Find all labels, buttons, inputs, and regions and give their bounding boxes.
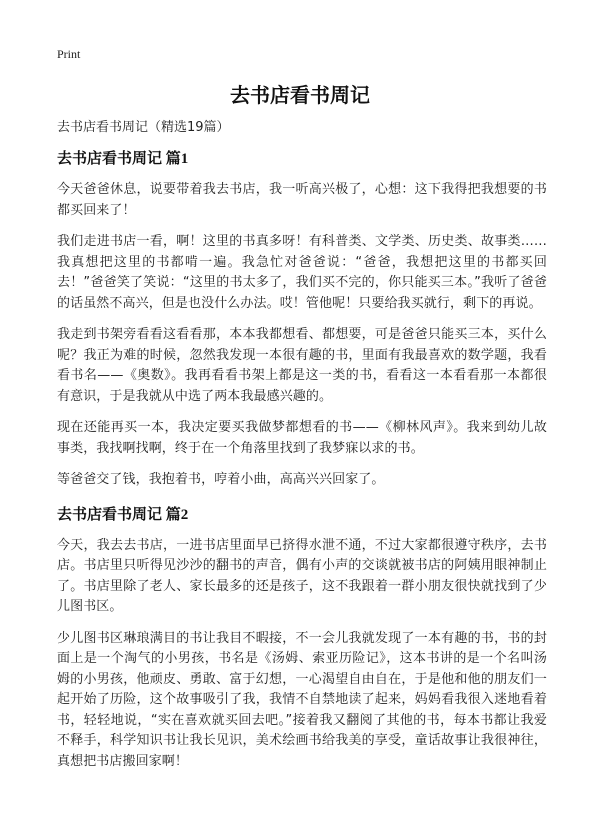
document-subtitle: 去书店看书周记（精选19篇）: [57, 120, 230, 135]
paragraph: 今天，我去去书店，一进书店里面早已挤得水泄不通，不过大家都很遵守秩序，去书店。书店里只听得见沙沙的翻书的声音，偶有小声的交谈就被书店的阿姨用眼神制止了。书店里除了老人、家长最多的还是孩子，这不我跟着一群小朋友很快就找到了少儿图书区。: [57, 537, 547, 614]
paragraph: 等爸爸交了钱，我抱着书，哼着小曲，高高兴兴回家了。: [57, 472, 385, 487]
document-body: [57, 118, 547, 772]
section-heading-2: 去书店看书周记 篇2: [57, 506, 189, 523]
paragraph: 今天爸爸休息，说要带着我去书店，我一听高兴极了，心想：这下我得把我想要的书都买回来了！: [57, 182, 547, 218]
paragraph: 我们走进书店一看，啊！这里的书真多呀！有科普类、文学类、历史类、故事类……我真想把这里的书都啃一遍。我急忙对爸爸说：“爸爸，我想把这里的书都买回去！”爸爸笑了笑说：“这里的书太多了，我们买不完的，你只能买三本。”我听了爸爸的话虽然不高兴，但是也没什么办法。哎！管他呢！只要给我买就行，剩下的再说。: [57, 234, 547, 311]
paragraph: 我走到书架旁看看这看看那，本本我都想看、都想要，可是爸爸只能买三本，买什么呢？我正为难的时候，忽然我发现一本很有趣的书，里面有我最喜欢的数学题，我看看书名——《奥数》。我再看看书架上都是这一类的书，看看这一本看看那一本都很有意识，于是我就从中选了两本我最感兴趣的。: [57, 327, 547, 404]
paragraph: 少儿图书区琳琅满目的书让我目不暇接，不一会儿我就发现了一本有趣的书，书的封面上是一个淘气的小男孩，书名是《汤姆、索亚历险记》，这本书讲的是一个名叫汤姆的小男孩，他顽皮、勇敢、富于幻想，一心渴望自由自在，于是他和他的朋友们一起开始了历险，这个故事吸引了我，我情不自禁地读了起来，妈妈看我很入迷地看着书，轻轻地说，“实在喜欢就买回去吧。”接着我又翻阅了其他的书，每本书都让我爱不释手，科学知识书让我长见识，美术绘画书给我美的享受，童话故事让我很神往，真想把书店搬回家啊！: [57, 630, 547, 769]
document-title: 去书店看书周记: [230, 83, 370, 107]
section-heading-1: 去书店看书周记 篇1: [57, 151, 189, 167]
print-link[interactable]: Print: [57, 47, 81, 61]
paragraph: 现在还能再买一本，我决定要买我做梦都想看的书——《柳林风声》。我来到幼儿故事类，我找啊找啊，终于在一个角落里找到了我梦寐以求的书。: [57, 420, 547, 456]
